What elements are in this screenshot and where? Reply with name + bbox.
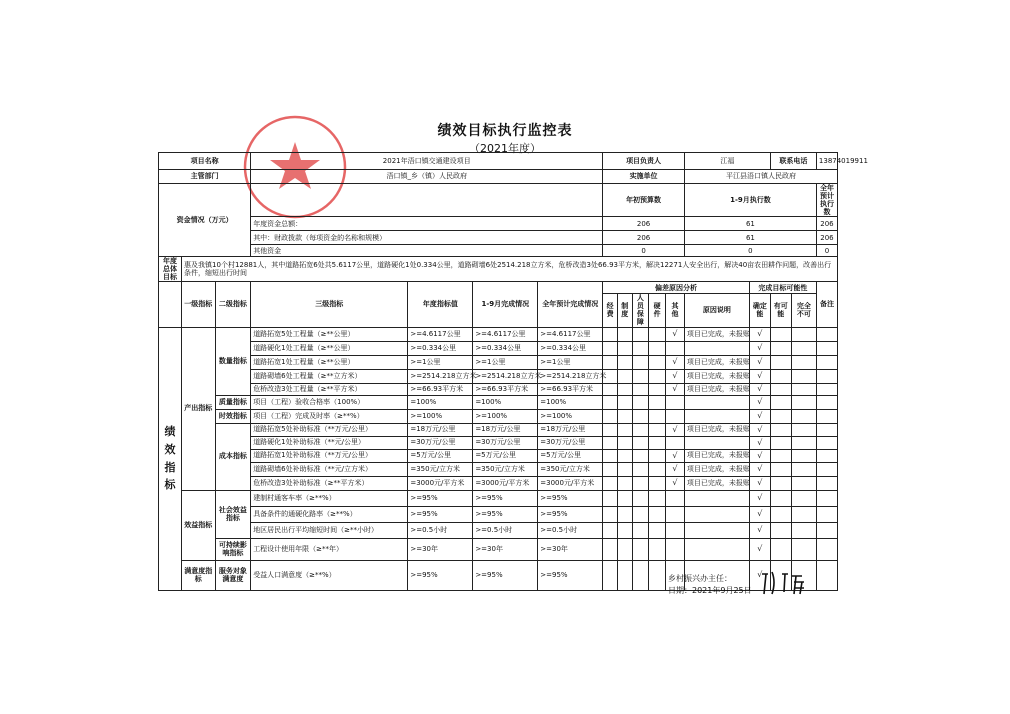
exec-value: =350元/立方米	[473, 462, 538, 476]
subgroup-label: 成本指标	[215, 423, 251, 490]
dev-col: 硬件	[649, 294, 666, 327]
report-date: 日期：2021年9月25日	[668, 586, 752, 595]
sure-check: √	[749, 395, 770, 409]
sure-check: √	[749, 409, 770, 423]
target-value: =18万元/公里	[408, 423, 473, 436]
sure-check: √	[749, 476, 770, 490]
subgroup-label: 数量指标	[215, 327, 251, 395]
indicator: 道路拓宽5处工程量（≥**公里）	[251, 327, 408, 341]
funds-header-exec: 1-9月执行数	[684, 184, 816, 217]
exec-value: >=0.5小时	[473, 522, 538, 538]
impl-value: 平江县浯口镇人民政府	[684, 170, 837, 184]
reason-text: 项目已完成，未报账	[684, 369, 749, 383]
dev-col: 其他	[666, 294, 685, 327]
forecast-value: >=66.93平方米	[538, 383, 603, 395]
target-value: >=95%	[408, 560, 473, 590]
forecast-value: >=100%	[538, 409, 603, 423]
dev-col: 原因说明	[684, 294, 749, 327]
forecast-value: =350元/立方米	[538, 462, 603, 476]
sure-check: √	[749, 327, 770, 341]
sure-check: √	[749, 449, 770, 462]
handwritten-signature	[758, 568, 818, 598]
performance-table	[158, 152, 868, 591]
header-deviation: 偏差原因分析	[603, 282, 750, 294]
dept-label: 主管部门	[159, 170, 251, 184]
target-value: >=30年	[408, 538, 473, 560]
target-value: >=1公里	[408, 355, 473, 369]
indicator: 道路硬化1处补助标准（**元/公里）	[251, 436, 408, 449]
header-level3: 三级指标	[251, 282, 408, 327]
forecast-value: =3000元/平方米	[538, 476, 603, 490]
other-check	[666, 538, 685, 560]
sure-check: √	[749, 560, 770, 590]
funds-row-budget: 206	[603, 231, 685, 245]
header-note: 备注	[816, 282, 837, 327]
subgroup-label: 可持续影响指标	[215, 538, 251, 560]
sure-check: √	[749, 341, 770, 355]
target-value: >=95%	[408, 506, 473, 522]
reason-text	[684, 506, 749, 522]
target-value: =100%	[408, 395, 473, 409]
funds-header-forecast: 全年预计执行数	[816, 184, 837, 217]
other-check: √	[666, 355, 685, 369]
reason-text	[684, 538, 749, 560]
project-name-label: 项目名称	[159, 153, 251, 170]
owner-value: 江福	[684, 153, 770, 170]
funds-label: 资金情况（万元）	[159, 184, 251, 257]
exec-value: >=4.6117公里	[473, 327, 538, 341]
forecast-value: >=0.334公里	[538, 341, 603, 355]
forecast-value: >=95%	[538, 506, 603, 522]
reason-text	[684, 341, 749, 355]
sure-check: √	[749, 522, 770, 538]
forecast-value: =18万元/公里	[538, 423, 603, 436]
indicator: 工程设计使用年限（≥**年）	[251, 538, 408, 560]
reason-text	[684, 409, 749, 423]
indicator: 道路拓宽1处补助标准（**万元/公里）	[251, 449, 408, 462]
header-exec: 1-9月完成情况	[473, 282, 538, 327]
indicator: 道路砌墙6处补助标准（**元/立方米）	[251, 462, 408, 476]
reason-text: 项目已完成，未报账	[684, 449, 749, 462]
exec-value: =3000元/平方米	[473, 476, 538, 490]
reason-text: 项目已完成，未报账	[684, 476, 749, 490]
other-check	[666, 506, 685, 522]
exec-value: >=0.334公里	[473, 341, 538, 355]
exec-value: >=95%	[473, 490, 538, 506]
other-check: √	[666, 369, 685, 383]
funds-row-forecast: 206	[816, 231, 837, 245]
forecast-value: =100%	[538, 395, 603, 409]
indicator: 道路拓宽5处补助标准（**万元/公里）	[251, 423, 408, 436]
other-check: √	[666, 476, 685, 490]
indicator: 道路砌墙6处工程量（≥**立方米）	[251, 369, 408, 383]
sure-check: √	[749, 462, 770, 476]
reason-text: 项目已完成，未报账	[684, 355, 749, 369]
dev-col: 制度	[617, 294, 632, 327]
sure-check: √	[749, 423, 770, 436]
funds-row-label: 其中：财政拨款（每项资金的名称和规模）	[251, 231, 603, 245]
sure-check: √	[749, 355, 770, 369]
reason-text	[684, 436, 749, 449]
exec-value: =18万元/公里	[473, 423, 538, 436]
reason-text	[684, 490, 749, 506]
exec-value: >=1公里	[473, 355, 538, 369]
forecast-value: =30万元/公里	[538, 436, 603, 449]
funds-row-label: 年度资金总额：	[251, 217, 603, 231]
target-value: =30万元/公里	[408, 436, 473, 449]
indicator: 项目（工程）完成及时率（≥**%）	[251, 409, 408, 423]
forecast-value: >=2514.218立方米	[538, 369, 603, 383]
funds-row-label: 其他资金	[251, 245, 603, 257]
target-value: >=0.5小时	[408, 522, 473, 538]
dev-col: 人员保障	[632, 294, 649, 327]
perf-indicator-label: 绩效指标	[159, 327, 182, 590]
sure-check: √	[749, 383, 770, 395]
forecast-value: >=4.6117公里	[538, 327, 603, 341]
exec-value: >=66.93平方米	[473, 383, 538, 395]
indicator: 道路硬化1处工程量（≥**公里）	[251, 341, 408, 355]
project-name-value: 2021年浯口镇交通建设项目	[251, 153, 603, 170]
forecast-value: >=95%	[538, 490, 603, 506]
other-check: √	[666, 449, 685, 462]
exec-value: =5万元/公里	[473, 449, 538, 462]
overall-goal-label: 年度总体目标	[159, 257, 182, 282]
reason-text	[684, 395, 749, 409]
target-value: =3000元/平方米	[408, 476, 473, 490]
page-subtitle: （2021年度）	[469, 142, 541, 155]
header-completion: 完成目标可能性	[749, 282, 816, 294]
group-label: 产出指标	[182, 327, 216, 490]
header-target: 年度指标值	[408, 282, 473, 327]
indicator: 道路拓宽1处工程量（≥**公里）	[251, 355, 408, 369]
comp-col: 完全不可	[791, 294, 816, 327]
exec-value: >=95%	[473, 560, 538, 590]
owner-label: 项目负责人	[603, 153, 685, 170]
indicator: 具备条件的通硬化路率（≥**%）	[251, 506, 408, 522]
director-label: 乡村振兴办主任：	[668, 574, 732, 583]
target-value: >=0.334公里	[408, 341, 473, 355]
indicator: 地区居民出行平均缩短时间（≥**小时）	[251, 522, 408, 538]
subgroup-label: 社会效益指标	[215, 490, 251, 538]
funds-row-forecast: 0	[816, 245, 837, 257]
indicator: 危桥改造3处补助标准（≥**平方米）	[251, 476, 408, 490]
sure-check: √	[749, 538, 770, 560]
sure-check: √	[749, 506, 770, 522]
reason-text: 项目已完成，未报账	[684, 327, 749, 341]
other-check	[666, 395, 685, 409]
sure-check: √	[749, 490, 770, 506]
indicator: 危桥改造3处工程量（≥**平方米）	[251, 383, 408, 395]
dept-value: 浯口镇_乡（镇）人民政府	[251, 170, 603, 184]
forecast-value: >=30年	[538, 538, 603, 560]
forecast-value: =5万元/公里	[538, 449, 603, 462]
other-check: √	[666, 327, 685, 341]
impl-label: 实施单位	[603, 170, 685, 184]
dev-col: 经费	[603, 294, 618, 327]
forecast-value: >=0.5小时	[538, 522, 603, 538]
comp-col: 有可能	[770, 294, 791, 327]
other-check: √	[666, 462, 685, 476]
other-check	[666, 522, 685, 538]
indicator: 建制村通客车率（≥**%）	[251, 490, 408, 506]
phone-value: 13874019911	[816, 153, 837, 170]
exec-value: >=95%	[473, 506, 538, 522]
group-label: 满意度指标	[182, 560, 216, 590]
comp-col: 确定能	[749, 294, 770, 327]
indicator: 受益人口满意度（≥**%）	[251, 560, 408, 590]
group-label: 效益指标	[182, 490, 216, 560]
funds-row-exec: 0	[684, 245, 816, 257]
subgroup-label: 服务对象满意度	[215, 560, 251, 590]
other-check	[666, 436, 685, 449]
header-level2: 二级指标	[215, 282, 251, 327]
page-title: 绩效目标执行监控表	[437, 123, 573, 139]
other-check	[666, 341, 685, 355]
reason-text: 项目已完成，未报账	[684, 383, 749, 395]
funds-row-forecast: 206	[816, 217, 837, 231]
overall-goal-text: 惠及我镇10个村12881人，其中道路拓宽6处共5.6117公里，道路硬化1处0.334公里，道路砌墙6处2514.218立方米，危桥改造3处66.93平方米，解决12271人安全出行，解决40亩农田耕作问题，改善出行条件，缩短出行时间	[182, 257, 838, 282]
exec-value: =30万元/公里	[473, 436, 538, 449]
other-check	[666, 409, 685, 423]
exec-value: >=2514.218立方米	[473, 369, 538, 383]
exec-value: =100%	[473, 395, 538, 409]
reason-text: 项目已完成，未报账	[684, 462, 749, 476]
exec-value: >=30年	[473, 538, 538, 560]
other-check: √	[666, 383, 685, 395]
header-level1: 一级指标	[182, 282, 216, 327]
forecast-value: >=1公里	[538, 355, 603, 369]
target-value: =350元/立方米	[408, 462, 473, 476]
target-value: >=66.93平方米	[408, 383, 473, 395]
funds-row-exec: 61	[684, 217, 816, 231]
sure-check: √	[749, 436, 770, 449]
reason-text: 项目已完成，未报账	[684, 423, 749, 436]
header-forecast: 全年预计完成情况	[538, 282, 603, 327]
indicator: 项目（工程）验收合格率（100%）	[251, 395, 408, 409]
subgroup-label: 质量指标	[215, 395, 251, 409]
target-value: >=100%	[408, 409, 473, 423]
target-value: =5万元/公里	[408, 449, 473, 462]
target-value: >=95%	[408, 490, 473, 506]
funds-row-budget: 0	[603, 245, 685, 257]
exec-value: >=100%	[473, 409, 538, 423]
funds-header-budget: 年初预算数	[603, 184, 685, 217]
other-check: √	[666, 423, 685, 436]
forecast-value: >=95%	[538, 560, 603, 590]
sure-check: √	[749, 369, 770, 383]
target-value: >=2514.218立方米	[408, 369, 473, 383]
subgroup-label: 时效指标	[215, 409, 251, 423]
phone-label: 联系电话	[770, 153, 816, 170]
reason-text	[684, 522, 749, 538]
funds-row-exec: 61	[684, 231, 816, 245]
other-check	[666, 490, 685, 506]
funds-row-budget: 206	[603, 217, 685, 231]
target-value: >=4.6117公里	[408, 327, 473, 341]
